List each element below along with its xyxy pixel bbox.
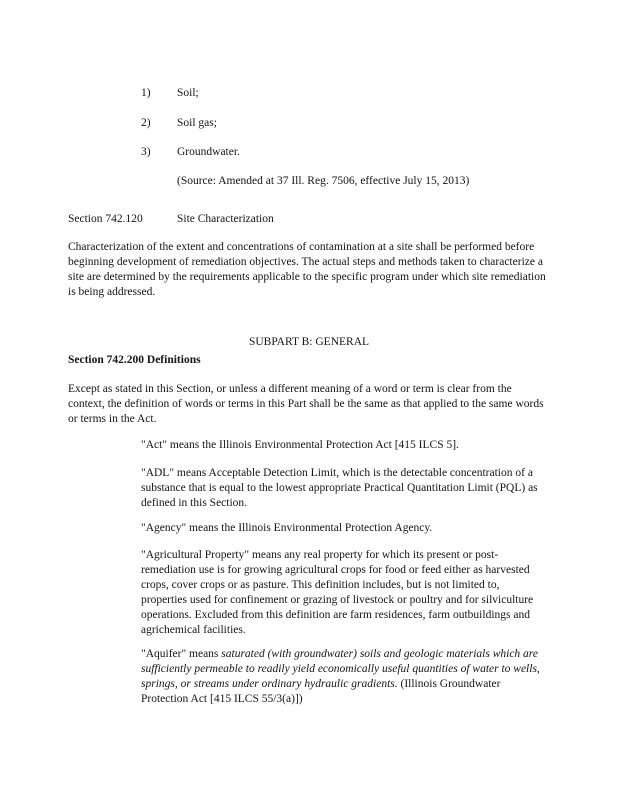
source-note: (Source: Amended at 37 Ill. Reg. 7506, effective July 15, 2013) bbox=[177, 175, 470, 187]
aquifer-statutory-text: saturated (with groundwater) soils and geologic materials which are sufficiently permeable to readily yield economically useful quantities of water to wells, springs, or streams under ordinary hydraulic gradients. bbox=[141, 648, 540, 690]
section-120-number: Section 742.120 bbox=[68, 213, 143, 225]
subpart-heading: SUBPART B: GENERAL bbox=[248, 336, 370, 348]
definition-agricultural-property: "Agricultural Property" means any real property for which its present or post-remediation use is for growing agricultural crops for food or feed either as harvested crops, cover crops or as pasture. This definition includes, but is not limited to, properties used for confinement or grazing of livestock or poultry and for silviculture operations. Excluded from this definition are farm residences, farm outbuildings and agrichemical facilities. bbox=[141, 549, 534, 636]
definition-agency: "Agency" means the Illinois Environmental Protection Agency. bbox=[141, 522, 433, 534]
list-text-3: Groundwater. bbox=[177, 146, 240, 158]
list-number-2: 2) bbox=[141, 117, 151, 129]
aquifer-citation: (Illinois Groundwater Protection Act [415 ILCS 55/3(a)]) bbox=[141, 678, 501, 705]
section-200-intro: Except as stated in this Section, or unless a different meaning of a word or term is clear from the context, the definition of words or terms in this Part shall be the same as that applied to the same words or terms in the Act. bbox=[68, 383, 544, 425]
definition-aquifer bbox=[141, 647, 541, 707]
list-number-1: 1) bbox=[141, 87, 151, 99]
section-200-heading: Section 742.200 Definitions bbox=[68, 354, 201, 366]
section-120-body: Characterization of the extent and concentrations of contamination at a site shall be performed before beginning development of remediation objectives. The actual steps and methods taken to characterize a site are determined by the requirements applicable to the specific program under which site remediation is being addressed. bbox=[68, 241, 546, 298]
definition-adl: "ADL" means Acceptable Detection Limit, which is the detectable concentration of a substance that is equal to the lowest appropriate Practical Quantitation Limit (PQL) as defined in this Section. bbox=[141, 467, 538, 509]
section-120-title: Site Characterization bbox=[177, 213, 274, 225]
list-number-3: 3) bbox=[141, 146, 151, 158]
definition-act: "Act" means the Illinois Environmental Protection Act [415 ILCS 5]. bbox=[141, 439, 459, 451]
aquifer-lead: "Aquifer" means bbox=[141, 648, 222, 660]
list-text-2: Soil gas; bbox=[177, 117, 217, 129]
list-text-1: Soil; bbox=[177, 87, 199, 99]
